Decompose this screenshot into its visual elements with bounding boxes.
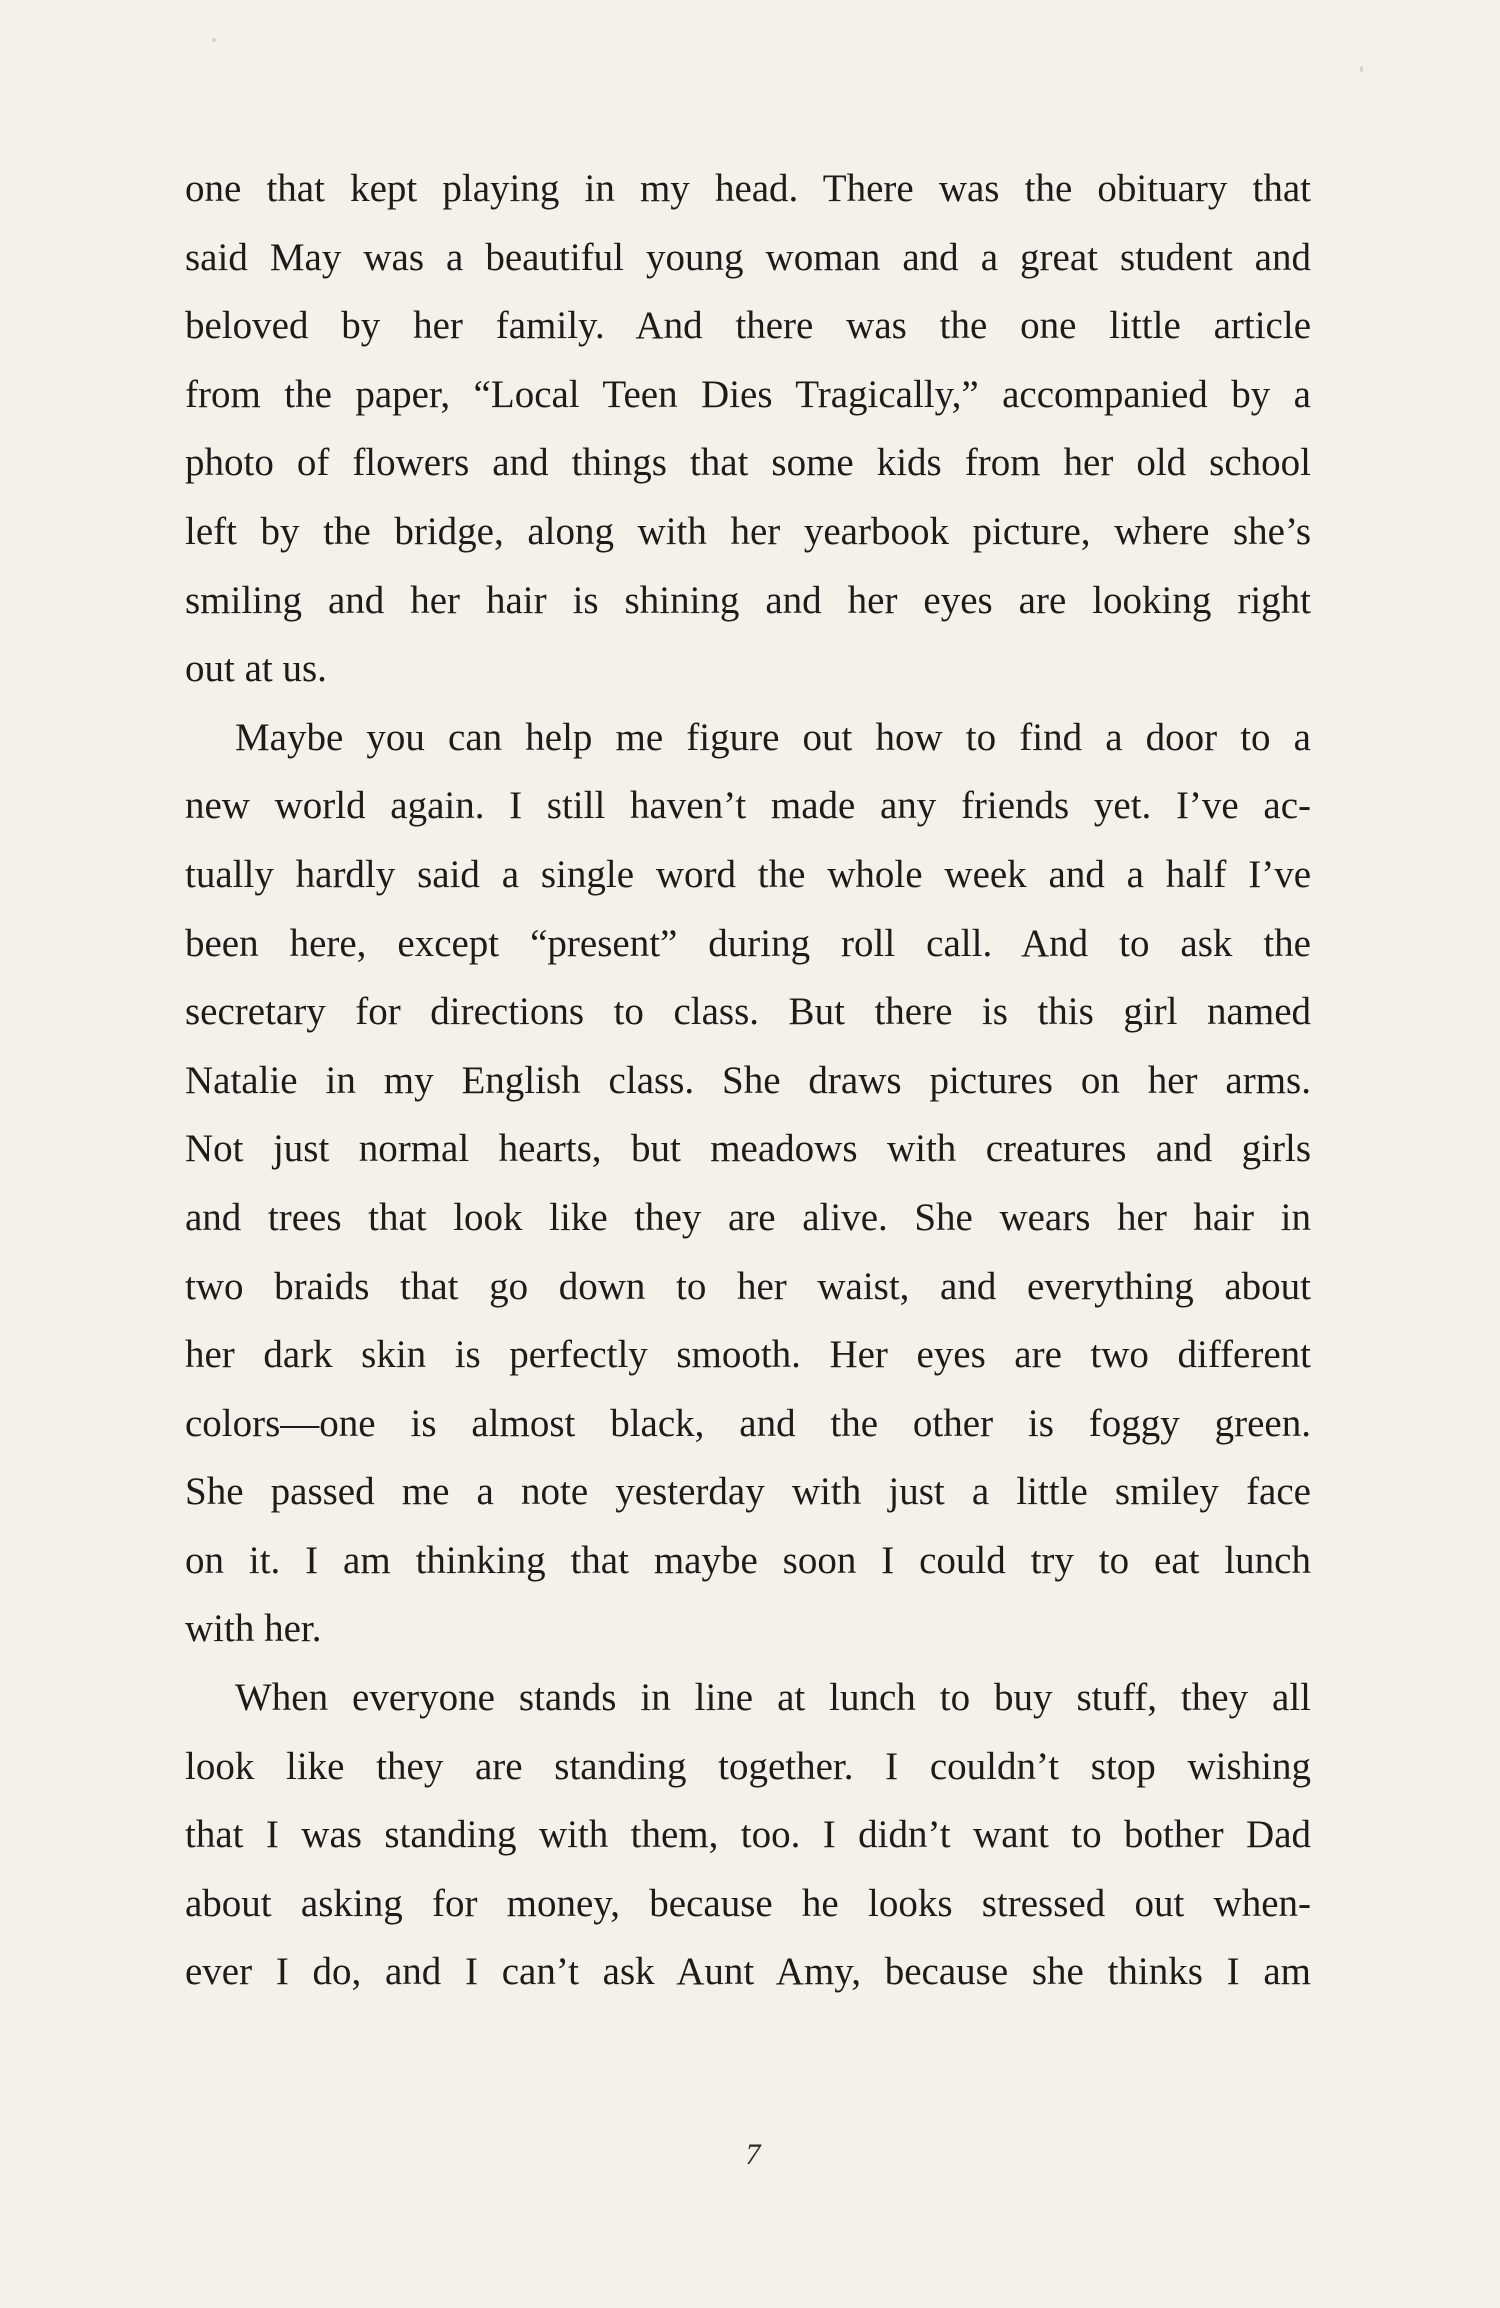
- paragraph-2: [185, 704, 1311, 1664]
- text-line: been here, except “present” during roll call. And to ask the: [185, 921, 1311, 965]
- page-number: 7: [745, 2138, 761, 2171]
- text-line: and trees that look like they are alive. She wears her hair in: [185, 1195, 1311, 1239]
- text-line: one that kept playing in my head. There was the obituary that: [185, 167, 1311, 210]
- text-line: two braids that go down to her waist, and everything about: [185, 1264, 1311, 1308]
- text-line: with her.: [185, 1607, 322, 1651]
- body-text: [185, 155, 1311, 2007]
- text-line: about asking for money, because he looks stressed out when-: [185, 1881, 1311, 1925]
- text-line: beloved by her family. And there was the one little article: [185, 304, 1311, 348]
- text-line: new world again. I still haven’t made any friends yet. I’ve ac-: [185, 784, 1311, 828]
- text-line: ever I do, and I can’t ask Aunt Amy, because she thinks I am: [185, 1950, 1311, 1994]
- text-line: When everyone stands in line at lunch to buy stuff, they all: [235, 1676, 1311, 1720]
- text-line: on it. I am thinking that maybe soon I could try to eat lunch: [185, 1538, 1311, 1582]
- text-line: Not just normal hearts, but meadows with creatures and girls: [185, 1127, 1311, 1171]
- text-line: Maybe you can help me figure out how to find a door to a: [235, 715, 1311, 759]
- text-line: from the paper, “Local Teen Dies Tragically,” accompanied by a: [185, 372, 1311, 416]
- text-line: her dark skin is perfectly smooth. Her eyes are two different: [185, 1333, 1311, 1377]
- text-line: look like they are standing together. I couldn’t stop wishing: [185, 1744, 1311, 1788]
- text-line: secretary for directions to class. But there is this girl named: [185, 990, 1311, 1034]
- paper-speck: [1360, 66, 1363, 72]
- paragraph-1: [185, 155, 1311, 704]
- text-line: photo of flowers and things that some kids from her old school: [185, 441, 1311, 485]
- text-line: out at us.: [185, 647, 327, 691]
- text-line: smiling and her hair is shining and her eyes are looking right: [185, 578, 1311, 622]
- text-line: tually hardly said a single word the whole week and a half I’ve: [185, 852, 1311, 896]
- text-line: colors—one is almost black, and the other is foggy green.: [185, 1401, 1311, 1445]
- paper-speck: [212, 38, 216, 42]
- paragraph-3: [185, 1664, 1311, 2007]
- text-line: said May was a beautiful young woman and a great student and: [185, 235, 1311, 279]
- text-line: that I was standing with them, too. I didn’t want to bother Dad: [185, 1813, 1311, 1857]
- text-line: She passed me a note yesterday with just a little smiley face: [185, 1470, 1311, 1514]
- text-line: left by the bridge, along with her yearbook picture, where she’s: [185, 509, 1311, 553]
- text-line: Natalie in my English class. She draws pictures on her arms.: [185, 1058, 1311, 1102]
